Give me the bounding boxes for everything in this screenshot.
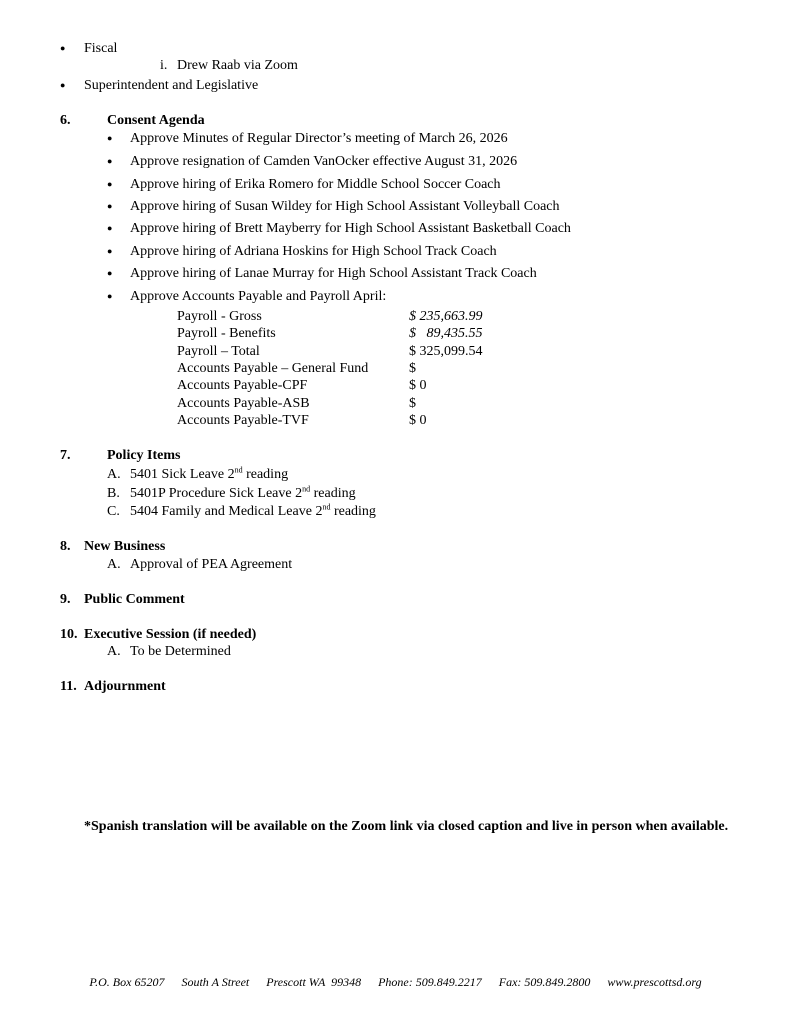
bullet-icon: ● (107, 179, 113, 189)
bullet-icon: ● (107, 133, 113, 143)
section-number: 8. (60, 539, 71, 554)
payroll-value: $ 325,099.54 (409, 344, 483, 359)
payroll-value: $ 0 (409, 413, 427, 428)
section-title: Policy Items (107, 448, 181, 463)
consent-item: Approve hiring of Erika Romero for Middle School Soccer Coach (130, 177, 501, 192)
section-title: New Business (84, 539, 166, 554)
translation-note: *Spanish translation will be available on the Zoom link via closed caption and live in person when available. (84, 819, 729, 834)
payroll-label: Accounts Payable-CPF (177, 378, 308, 393)
footer-street: South A Street (181, 975, 250, 989)
section-number: 10. (60, 627, 78, 642)
bullet-icon: ● (60, 80, 66, 90)
executive-marker: A. (107, 644, 121, 659)
payroll-value: $ 235,663.99 (409, 309, 483, 324)
consent-item: Approve Minutes of Regular Director’s meeting of March 26, 2026 (130, 131, 508, 146)
payroll-label: Payroll – Total (177, 344, 260, 359)
policy-item: 5401 Sick Leave 2nd reading (130, 465, 289, 482)
bullet-icon: ● (107, 291, 113, 301)
superintendent-item: Superintendent and Legislative (84, 78, 259, 93)
section-title: Executive Session (if needed) (84, 627, 257, 642)
payroll-value: $ 89,435.55 (409, 326, 483, 341)
section-number: 9. (60, 592, 71, 607)
consent-item: Approve hiring of Lanae Murray for High School Assistant Track Coach (130, 266, 537, 281)
payroll-value: $ (409, 361, 416, 376)
section-number: 6. (60, 113, 71, 128)
payroll-label: Payroll - Benefits (177, 326, 276, 341)
bullet-icon: ● (107, 268, 113, 278)
section-number: 7. (60, 448, 71, 463)
fiscal-item: Fiscal (84, 41, 118, 56)
fiscal-sub-item: Drew Raab via Zoom (177, 58, 298, 73)
footer-pobox: P.O. Box 65207 (89, 975, 165, 989)
section-title: Adjournment (84, 679, 166, 694)
new-business-item: Approval of PEA Agreement (130, 557, 293, 572)
payroll-label: Accounts Payable-TVF (177, 413, 309, 428)
footer-phone: Phone: 509.849.2217 (378, 975, 482, 989)
payroll-label: Accounts Payable – General Fund (177, 361, 369, 376)
page-footer (0, 975, 791, 990)
payroll-label: Accounts Payable-ASB (177, 396, 310, 411)
section-title: Consent Agenda (107, 113, 205, 128)
bullet-icon: ● (107, 223, 113, 233)
payroll-label: Payroll - Gross (177, 309, 262, 324)
consent-item: Approve hiring of Brett Mayberry for High School Assistant Basketball Coach (130, 221, 571, 236)
bullet-icon: ● (107, 201, 113, 211)
bullet-icon: ● (60, 43, 66, 53)
consent-item: Approve hiring of Adriana Hoskins for High School Track Coach (130, 244, 497, 259)
consent-item: Approve hiring of Susan Wildey for High School Assistant Volleyball Coach (130, 199, 560, 214)
payroll-value: $ 0 (409, 378, 427, 393)
bullet-icon: ● (107, 246, 113, 256)
payroll-value: $ (409, 396, 416, 411)
footer-fax: Fax: 509.849.2800 (498, 975, 591, 989)
footer-web: www.prescottsd.org (607, 975, 702, 989)
new-business-marker: A. (107, 557, 121, 572)
policy-item: 5404 Family and Medical Leave 2nd reading (130, 502, 376, 519)
policy-marker: B. (107, 486, 120, 501)
policy-item: 5401P Procedure Sick Leave 2nd reading (130, 484, 356, 501)
executive-item: To be Determined (130, 644, 231, 659)
bullet-icon: ● (107, 156, 113, 166)
consent-item: Approve Accounts Payable and Payroll April: (130, 289, 387, 304)
consent-item: Approve resignation of Camden VanOcker effective August 31, 2026 (130, 154, 518, 169)
footer-city: Prescott WA 99348 (266, 975, 362, 989)
section-title: Public Comment (84, 592, 185, 607)
fiscal-sub-marker: i. (160, 58, 168, 73)
policy-marker: C. (107, 504, 120, 519)
section-number: 11. (60, 679, 77, 694)
policy-marker: A. (107, 467, 121, 482)
